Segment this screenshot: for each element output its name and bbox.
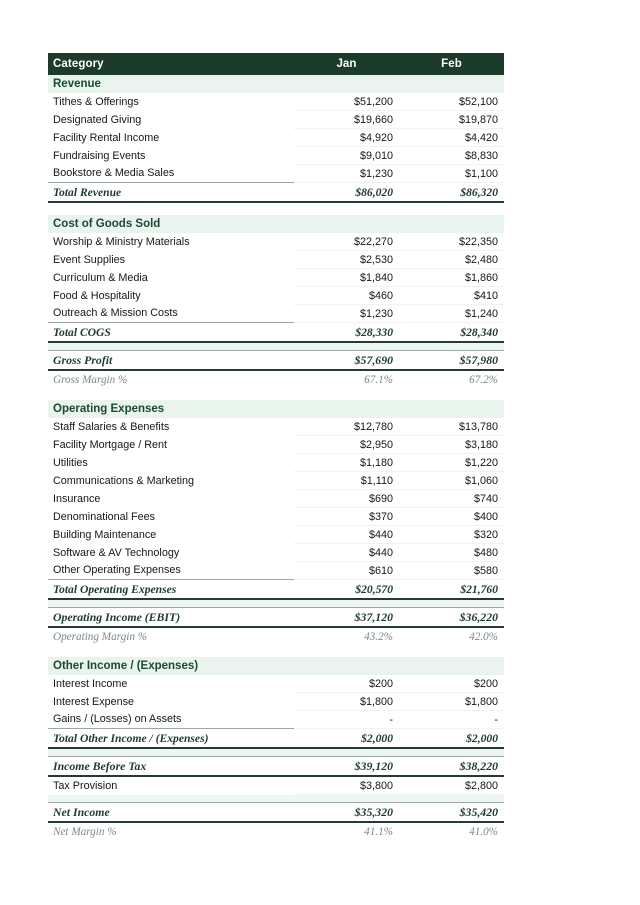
subtotal-label: Total Revenue — [48, 183, 294, 203]
line-item-jan: - — [294, 711, 399, 729]
line-item-row — [48, 544, 504, 562]
margin-percent-jan: 67.1% — [294, 370, 399, 388]
line-item-row — [48, 508, 504, 526]
line-item-feb: $410 — [399, 287, 504, 305]
line-item-row — [48, 472, 504, 490]
line-item-label: Gains / (Losses) on Assets — [48, 711, 294, 729]
margin-percent-jan: 41.1% — [294, 822, 399, 840]
section-header-row — [48, 400, 504, 418]
line-item-feb: $1,100 — [399, 165, 504, 183]
section-header-row — [48, 75, 504, 93]
line-item-feb: - — [399, 711, 504, 729]
line-item-label: Facility Rental Income — [48, 129, 294, 147]
line-item-row — [48, 233, 504, 251]
key-metric-row — [48, 803, 504, 823]
key-metric-jan: $39,120 — [294, 757, 399, 777]
line-item-feb: $2,480 — [399, 251, 504, 269]
margin-percent-row — [48, 370, 504, 388]
line-item-row — [48, 776, 504, 795]
line-item-feb: $200 — [399, 675, 504, 693]
line-item-label: Insurance — [48, 490, 294, 508]
subtotal-jan: $2,000 — [294, 729, 399, 749]
line-item-row — [48, 436, 504, 454]
table-header-row — [48, 53, 504, 75]
line-item-feb: $1,060 — [399, 472, 504, 490]
key-metric-label: Net Income — [48, 803, 294, 823]
line-item-jan: $1,840 — [294, 269, 399, 287]
subtotal-feb: $21,760 — [399, 580, 504, 600]
line-item-jan: $460 — [294, 287, 399, 305]
line-item-jan: $22,270 — [294, 233, 399, 251]
section-spacer-3-cell — [48, 388, 504, 400]
line-item-label: Software & AV Technology — [48, 544, 294, 562]
line-item-feb: $320 — [399, 526, 504, 544]
line-item-feb: $1,240 — [399, 305, 504, 323]
section-spacer-5 — [48, 645, 504, 657]
subtotal-row — [48, 323, 504, 343]
section-spacer-1-cell — [48, 202, 504, 215]
line-item-label: Bookstore & Media Sales — [48, 165, 294, 183]
line-item-row — [48, 251, 504, 269]
key-metric-jan: $57,690 — [294, 351, 399, 371]
line-item-label: Utilities — [48, 454, 294, 472]
section-title: Cost of Goods Sold — [48, 215, 294, 233]
line-item-feb: $580 — [399, 562, 504, 580]
line-item-jan: $51,200 — [294, 93, 399, 111]
line-item-label: Tax Provision — [48, 776, 294, 795]
line-item-jan: $200 — [294, 675, 399, 693]
line-item-row — [48, 454, 504, 472]
line-item-row — [48, 93, 504, 111]
column-header-jan: Jan — [294, 53, 399, 75]
margin-percent-label: Operating Margin % — [48, 627, 294, 645]
line-item-jan: $4,920 — [294, 129, 399, 147]
line-item-row — [48, 675, 504, 693]
section-spacer-3 — [48, 388, 504, 400]
line-item-label: Denominational Fees — [48, 508, 294, 526]
key-metric-feb: $36,220 — [399, 608, 504, 628]
line-item-label: Staff Salaries & Benefits — [48, 418, 294, 436]
line-item-row — [48, 287, 504, 305]
key-metric-feb: $35,420 — [399, 803, 504, 823]
line-item-jan: $610 — [294, 562, 399, 580]
section-band-2 — [48, 342, 504, 351]
line-item-jan: $370 — [294, 508, 399, 526]
column-header-feb: Feb — [399, 53, 504, 75]
section-band-6-cell — [48, 748, 504, 757]
line-item-label: Event Supplies — [48, 251, 294, 269]
key-metric-feb: $57,980 — [399, 351, 504, 371]
margin-percent-feb: 67.2% — [399, 370, 504, 388]
line-item-label: Interest Expense — [48, 693, 294, 711]
section-blank-feb — [399, 215, 504, 233]
line-item-jan: $690 — [294, 490, 399, 508]
section-title: Other Income / (Expenses) — [48, 657, 294, 675]
subtotal-row — [48, 580, 504, 600]
section-header-row — [48, 215, 504, 233]
section-blank-jan — [294, 75, 399, 93]
line-item-feb: $480 — [399, 544, 504, 562]
line-item-feb: $3,180 — [399, 436, 504, 454]
line-item-label: Interest Income — [48, 675, 294, 693]
margin-percent-row — [48, 627, 504, 645]
line-item-row — [48, 562, 504, 580]
section-band-4 — [48, 599, 504, 608]
line-item-feb: $1,860 — [399, 269, 504, 287]
key-metric-label: Income Before Tax — [48, 757, 294, 777]
subtotal-label: Total Other Income / (Expenses) — [48, 729, 294, 749]
section-blank-feb — [399, 657, 504, 675]
key-metric-jan: $35,320 — [294, 803, 399, 823]
margin-percent-feb: 41.0% — [399, 822, 504, 840]
section-blank-feb — [399, 400, 504, 418]
margin-percent-row — [48, 822, 504, 840]
section-header-row — [48, 657, 504, 675]
line-item-row — [48, 418, 504, 436]
column-header-category: Category — [48, 53, 294, 75]
line-item-jan: $19,660 — [294, 111, 399, 129]
key-metric-row — [48, 608, 504, 628]
line-item-jan: $1,230 — [294, 305, 399, 323]
line-item-feb: $400 — [399, 508, 504, 526]
key-metric-label: Gross Profit — [48, 351, 294, 371]
section-band-2-cell — [48, 342, 504, 351]
subtotal-feb: $86,320 — [399, 183, 504, 203]
margin-percent-label: Net Margin % — [48, 822, 294, 840]
line-item-row — [48, 711, 504, 729]
line-item-row — [48, 165, 504, 183]
line-item-row — [48, 305, 504, 323]
subtotal-jan: $20,570 — [294, 580, 399, 600]
section-band-4-cell — [48, 599, 504, 608]
line-item-jan: $3,800 — [294, 776, 399, 795]
line-item-feb: $740 — [399, 490, 504, 508]
section-spacer-1 — [48, 202, 504, 215]
line-item-feb: $1,220 — [399, 454, 504, 472]
section-blank-jan — [294, 657, 399, 675]
line-item-jan: $1,800 — [294, 693, 399, 711]
subtotal-row — [48, 729, 504, 749]
subtotal-feb: $28,340 — [399, 323, 504, 343]
section-blank-feb — [399, 75, 504, 93]
section-blank-jan — [294, 400, 399, 418]
line-item-jan: $1,180 — [294, 454, 399, 472]
key-metric-jan: $37,120 — [294, 608, 399, 628]
line-item-label: Food & Hospitality — [48, 287, 294, 305]
line-item-label: Facility Mortgage / Rent — [48, 436, 294, 454]
line-item-row — [48, 269, 504, 287]
subtotal-jan: $28,330 — [294, 323, 399, 343]
section-spacer-5-cell — [48, 645, 504, 657]
line-item-row — [48, 147, 504, 165]
key-metric-row — [48, 351, 504, 371]
line-item-row — [48, 490, 504, 508]
line-item-jan: $2,950 — [294, 436, 399, 454]
line-item-feb: $8,830 — [399, 147, 504, 165]
income-statement-table — [48, 53, 504, 840]
line-item-feb: $4,420 — [399, 129, 504, 147]
subtotal-label: Total Operating Expenses — [48, 580, 294, 600]
line-item-jan: $1,110 — [294, 472, 399, 490]
line-item-feb: $19,870 — [399, 111, 504, 129]
line-item-label: Outreach & Mission Costs — [48, 305, 294, 323]
line-item-jan: $1,230 — [294, 165, 399, 183]
subtotal-label: Total COGS — [48, 323, 294, 343]
line-item-jan: $2,530 — [294, 251, 399, 269]
line-item-row — [48, 693, 504, 711]
line-item-row — [48, 111, 504, 129]
margin-percent-label: Gross Margin % — [48, 370, 294, 388]
section-title: Revenue — [48, 75, 294, 93]
line-item-label: Communications & Marketing — [48, 472, 294, 490]
section-title: Operating Expenses — [48, 400, 294, 418]
line-item-jan: $440 — [294, 544, 399, 562]
subtotal-row — [48, 183, 504, 203]
line-item-feb: $13,780 — [399, 418, 504, 436]
line-item-label: Worship & Ministry Materials — [48, 233, 294, 251]
line-item-row — [48, 526, 504, 544]
line-item-label: Building Maintenance — [48, 526, 294, 544]
line-item-feb: $1,800 — [399, 693, 504, 711]
subtotal-feb: $2,000 — [399, 729, 504, 749]
line-item-jan: $12,780 — [294, 418, 399, 436]
line-item-feb: $22,350 — [399, 233, 504, 251]
key-metric-label: Operating Income (EBIT) — [48, 608, 294, 628]
line-item-label: Designated Giving — [48, 111, 294, 129]
line-item-label: Tithes & Offerings — [48, 93, 294, 111]
line-item-label: Fundraising Events — [48, 147, 294, 165]
key-metric-feb: $38,220 — [399, 757, 504, 777]
key-metric-row — [48, 757, 504, 777]
section-band-7 — [48, 795, 504, 803]
line-item-row — [48, 129, 504, 147]
margin-percent-feb: 42.0% — [399, 627, 504, 645]
line-item-jan: $440 — [294, 526, 399, 544]
line-item-feb: $2,800 — [399, 776, 504, 795]
margin-percent-jan: 43.2% — [294, 627, 399, 645]
line-item-label: Curriculum & Media — [48, 269, 294, 287]
subtotal-jan: $86,020 — [294, 183, 399, 203]
line-item-jan: $9,010 — [294, 147, 399, 165]
section-band-6 — [48, 748, 504, 757]
section-band-7-cell — [48, 795, 504, 803]
section-blank-jan — [294, 215, 399, 233]
line-item-feb: $52,100 — [399, 93, 504, 111]
line-item-label: Other Operating Expenses — [48, 562, 294, 580]
